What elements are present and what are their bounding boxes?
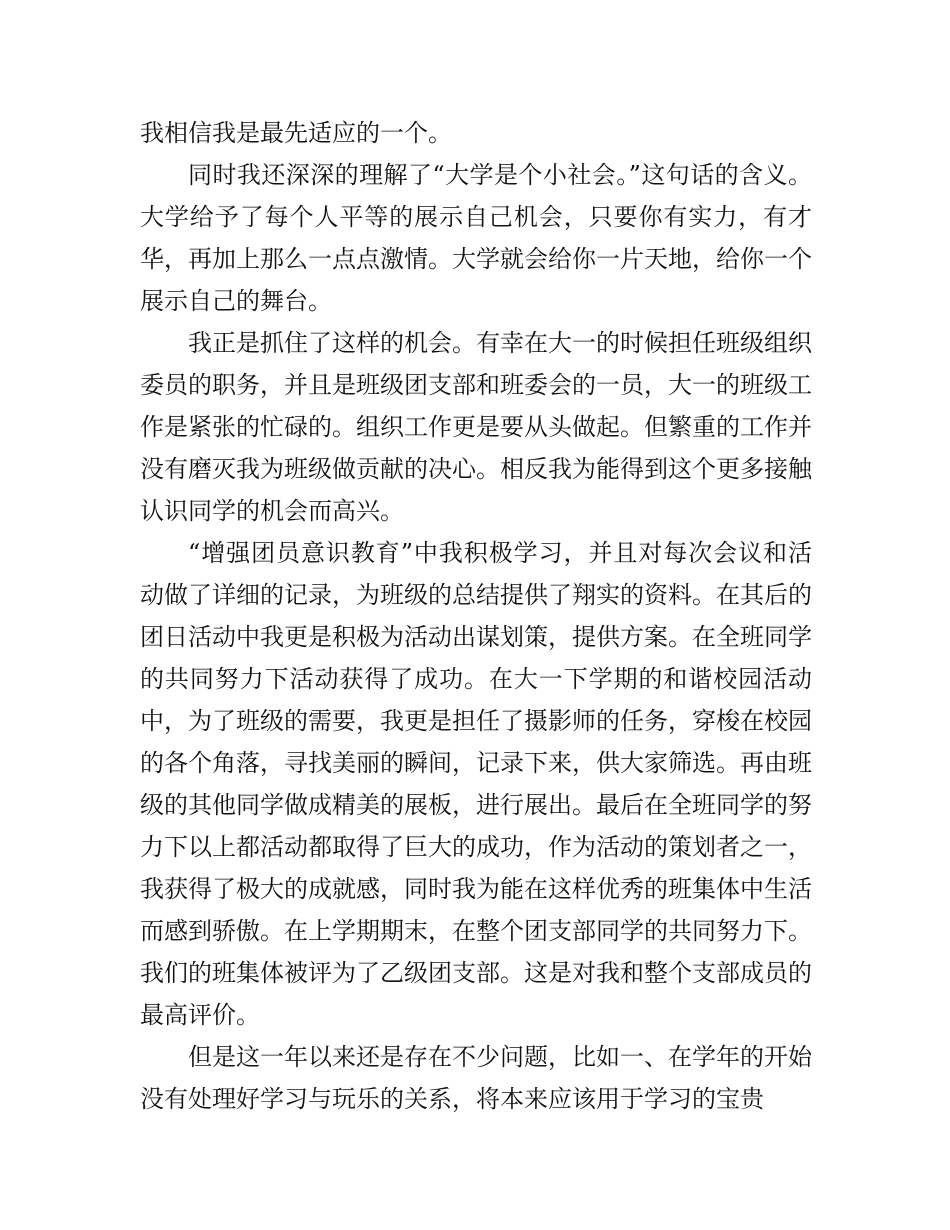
paragraph-3: 我正是抓住了这样的机会。有幸在大一的时候担任班级组织委员的职务，并且是班级团支部和班委会的一员，大一的班级工作是紧张的忙碌的。组织工作更是要从头做起。但繁重的工作并没有磨灭我为班级做贡献的决心。相反我为能得到这个更多接触认识同学的机会而高兴。 [140,329,812,525]
paragraph-5: 但是这一年以来还是存在不少问题，比如一、在学年的开始没有处理好学习与玩乐的关系，将本来应该用于学习的宝贵 [140,1043,812,1113]
paragraph-2: 同时我还深深的理解了“大学是个小社会。”这句话的含义。大学给予了每个人平等的展示自己机会，只要你有实力，有才华，再加上那么一点点激情。大学就会给你一片天地，给你一个展示自己的舞台。 [140,161,812,315]
paragraph-4: “增强团员意识教育”中我积极学习，并且对每次会议和活动做了详细的记录，为班级的总结提供了翔实的资料。在其后的团日活动中我更是积极为活动出谋划策，提供方案。在全班同学的共同努力下活动获得了成功。在大一下学期的和谐校园活动中，为了班级的需要，我更是担任了摄影师的任务，穿梭在校园的各个角落，寻找美丽的瞬间，记录下来，供大家筛选。再由班级的其他同学做成精美的展板，进行展出。最后在全班同学的努力下以上都活动都取得了巨大的成功，作为活动的策划者之一，我获得了极大的成就感，同时我为能在这样优秀的班集体中生活而感到骄傲。在上学期期末，在整个团支部同学的共同努力下。我们的班集体被评为了乙级团支部。这是对我和整个支部成员的最高评价。 [140,539,812,1029]
document-page [140,112,812,1120]
paragraph-1: 我相信我是最先适应的一个。 [140,119,452,147]
